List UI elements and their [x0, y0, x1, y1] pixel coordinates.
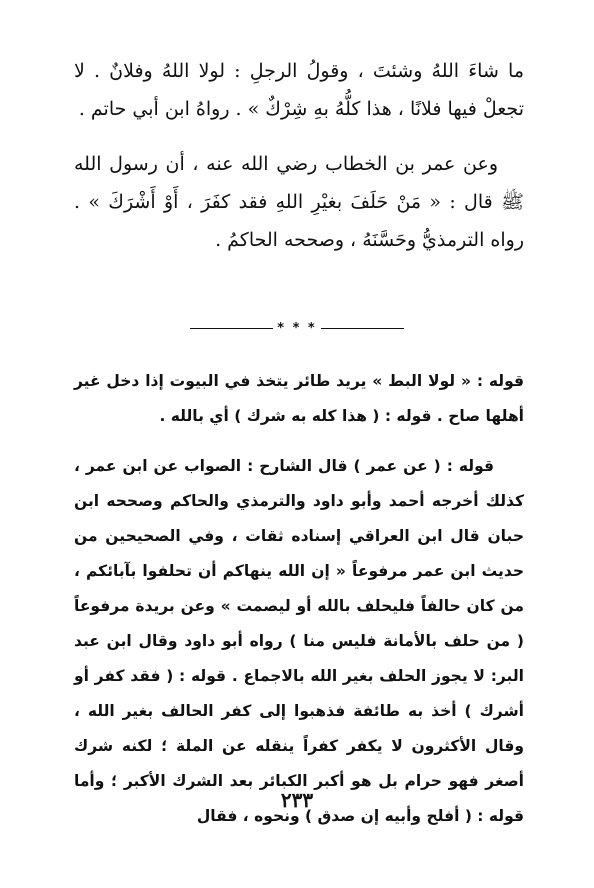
main-paragraph-2: وعن عمر بن الخطاب رضي الله عنه ، أن رسول الله ﷺ قال : « مَنْ حَلَفَ بغيْرِ اللهِ فقد كفَرَ ، أَوْ أَشْرَكَ » . رواه الترمذيُّ وحَسَّنَهُ ، وصححه الحاكمُ .	[74, 153, 524, 251]
section-divider	[190, 316, 404, 340]
divider-rule-left	[190, 328, 273, 329]
page-number: ٢٣٣	[280, 788, 314, 812]
divider-stars: * * *	[277, 320, 317, 336]
main-paragraph-1: ما شاءَ اللهُ وشئتَ ، وقولُ الرجلِ : لولا اللهُ وفلانٌ . لا تجعلْ فيها فلانًا ، هذا كلُّهُ بهِ شِرْكٌ » . رواهُ ابن أبي حاتم .	[74, 60, 524, 120]
commentary-paragraph-1: قوله : « لولا البط » يريد طائر يتخذ في البيوت إذا دخل غير أهلها صاح . قوله : ( هذا كله به شرك ) أي بالله .	[74, 372, 524, 425]
commentary-paragraph-2: قوله : ( عن عمر ) قال الشارح : الصواب عن ابن عمر ، كذلك أخرجه أحمد وأبو داود والترمذي والحاكم وصححه ابن حبان قال ابن العراقي إسناده ثقات ، وفي الصحيحين من حديث ابن عمر مرفوعاً « إن الله ينهاكم أن تحلفوا بآبائكم ، من كان حالفاً فليحلف بالله أو ليصمت » وعن بريدة مرفوعاً ( من حلف بالأمانة فليس منا ) رواه أبو داود وقال ابن عبد البر: لا يجوز الحلف بغير الله بالاجماع . قوله : ( فقد كفر أو أشرك ) أخذ به طائفة فذهبوا إلى كفر الحالف بغير الله ، وقال الأكثرون لا يكفر كفراً ينقله عن الملة ؛ لكنه شرك أصغر فهو حرام بل هو أكبر الكبائر بعد الشرك الأكبر ؛ وأما قوله : ( أفلح وأبيه إن صدق ) ونحوه ، فقال	[74, 457, 524, 825]
commentary-block	[74, 364, 524, 834]
divider-rule-right	[321, 328, 404, 329]
main-text-block	[74, 52, 524, 259]
